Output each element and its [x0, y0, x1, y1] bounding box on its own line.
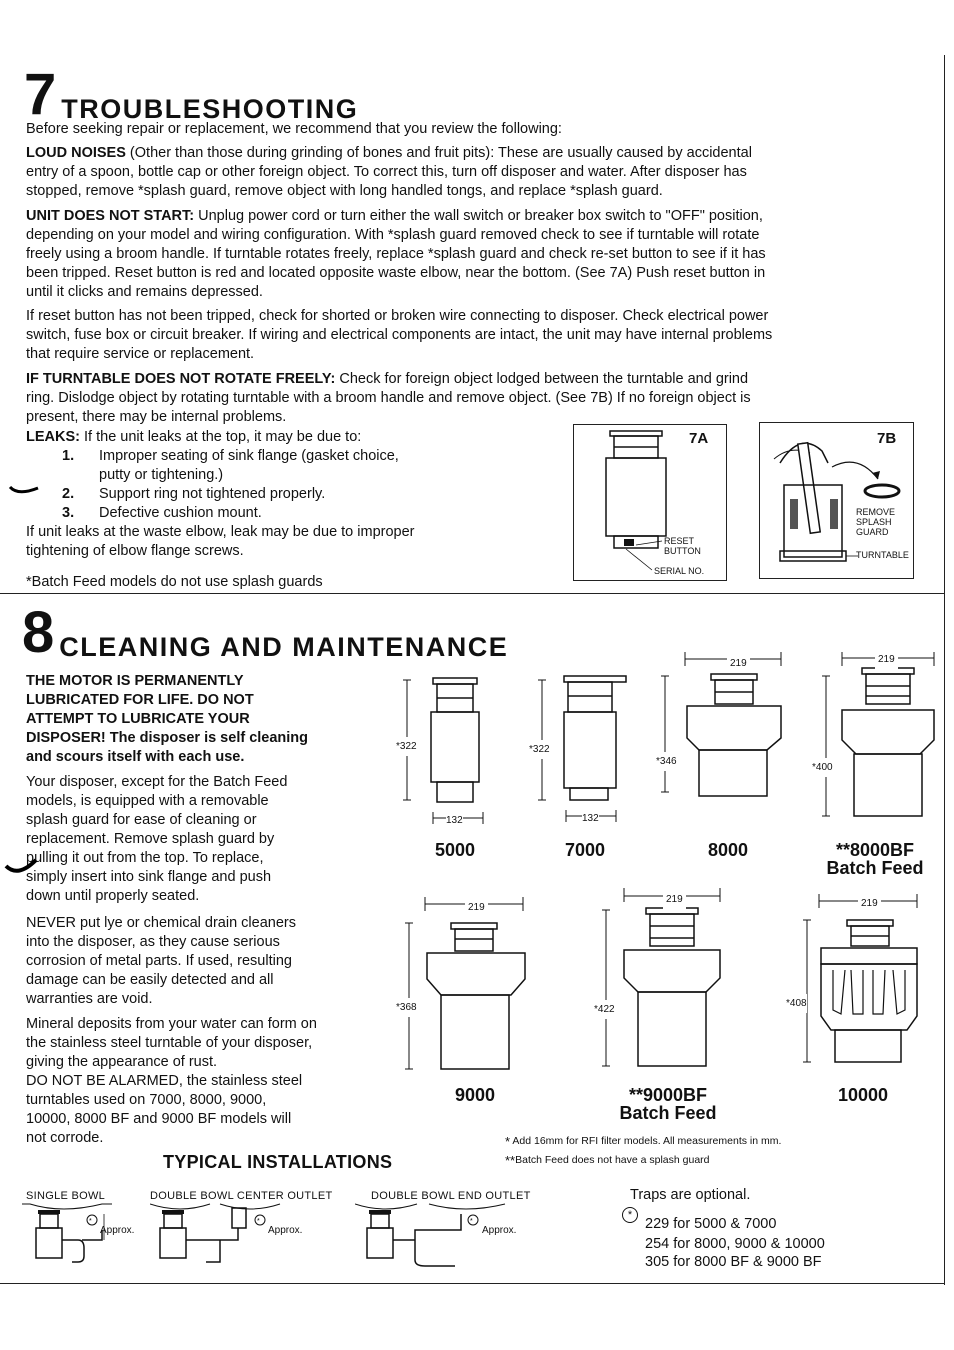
text-line: the stainless steel turntable of your disposer, [26, 1035, 313, 1051]
text-line: warranties are void. [26, 991, 153, 1007]
single-bowl-diagram [22, 1200, 142, 1280]
loud-noises-paragraph [26, 144, 926, 201]
elbow-paragraph [26, 523, 566, 561]
text-line: and scours itself with each use. [26, 749, 245, 765]
text-line: THE MOTOR IS PERMANENTLY [26, 673, 244, 689]
text-line: not corrode. [26, 1130, 104, 1146]
serial-label: SERIAL NO. [654, 566, 705, 576]
model-subname: Batch Feed [619, 1103, 717, 1123]
leaks-paragraph [26, 428, 566, 447]
model-subname: Batch Feed [826, 858, 924, 878]
text-line: corrosion of metal parts. If used, resulting [26, 953, 292, 969]
trap-size-line: 254 for 8000, 9000 & 10000 [645, 1236, 825, 1252]
turntable-label: TURNTABLE [856, 550, 909, 560]
splash-label: SPLASH [856, 517, 892, 527]
section-number: 7 [24, 62, 58, 127]
width-dimension: 219 [663, 890, 686, 909]
width-dimension: 219 [727, 654, 750, 673]
reset-label: RESET [664, 536, 695, 546]
footnote-mark: ** [505, 1153, 516, 1168]
reset-paragraph [26, 307, 926, 364]
leaks-heading: LEAKS: [26, 429, 80, 445]
text-line: (Other than those during grinding of bones and fruit pits): These are usually caused by accidental [125, 145, 752, 161]
text-line: until it clicks and remains depressed. [26, 284, 263, 300]
text-line: ATTEMPT TO LUBRICATE YOUR [26, 711, 250, 727]
section-number: 8 [22, 600, 56, 665]
model-9000bf-diagram [592, 884, 732, 1074]
trap-size-line: 305 for 8000 BF & 9000 BF [645, 1254, 822, 1270]
text-line: models, is equipped with a removable [26, 793, 269, 809]
list-item: Improper seating of sink flange (gasket choice, [99, 448, 399, 464]
text-line: Your disposer, except for the Batch Feed [26, 774, 288, 790]
traps-title: Traps are optional. [630, 1187, 751, 1203]
height-dimension: *346 [656, 752, 677, 771]
splash-guard-paragraph [26, 773, 366, 906]
text-line: Unplug power cord or turn either the wall switch or breaker box switch to "OFF" position, [194, 208, 763, 224]
width-dimension: 219 [858, 894, 881, 913]
intro-text: Before seeking repair or replacement, we recommend that you review the following: [26, 121, 562, 137]
text-line: pulling it out from the top. To replace, [26, 850, 264, 866]
text-line: present, there may be internal problems. [26, 409, 287, 425]
button-label: BUTTON [664, 546, 701, 556]
text-line: Check for foreign object lodged between the turntable and grind [335, 371, 749, 387]
height-dimension: *322 [529, 740, 550, 759]
section-title: TROUBLESHOOTING [61, 94, 359, 124]
turntable-heading: IF TURNTABLE DOES NOT ROTATE FREELY: [26, 371, 336, 387]
check-mark-icon [8, 484, 42, 498]
text-line: LUBRICATED FOR LIFE. DO NOT [26, 692, 254, 708]
motor-notice [26, 672, 366, 767]
approx-label: Approx. [268, 1225, 303, 1236]
svg-text:*: * [470, 1218, 473, 1225]
trap-size-line: 229 for 5000 & 7000 [645, 1216, 777, 1232]
model-name: 7000 [564, 840, 606, 860]
model-8000bf-diagram [810, 648, 940, 828]
height-dimension: *400 [812, 758, 833, 777]
width-dimension: 219 [875, 650, 898, 669]
text-line: depending on your model and wiring configuration. With *splash guard removed check to see if turntable will rotate [26, 227, 760, 243]
section-title: CLEANING AND MAINTENANCE [59, 632, 509, 662]
guard-label: GUARD [856, 527, 889, 537]
width-dimension: 219 [465, 898, 488, 917]
model-8000-diagram [655, 648, 795, 828]
text-line: replacement. Remove splash guard by [26, 831, 275, 847]
install-label: SINGLE BOWL [26, 1190, 106, 1202]
text-line: ring. Dislodge object by rotating turntable with a broom handle and remove object. (See 7B) If no foreign object is [26, 390, 751, 406]
check-mark-icon [4, 858, 38, 880]
text-line: stopped, remove *splash guard, remove object with long handled tongs, and replace *splash guard. [26, 183, 663, 199]
approx-label: Approx. [100, 1225, 135, 1236]
text-line: entry of a spoon, bottle cap or other foreign object. To correct this, turn off disposer and water. After disposer has [26, 164, 747, 180]
model-10000-diagram [785, 890, 935, 1080]
figure-label: 7A [689, 430, 709, 447]
list-number: 3. [62, 505, 75, 521]
batch-feed-note [505, 1151, 710, 1170]
remove-label: REMOVE [856, 507, 896, 517]
height-dimension: *368 [396, 998, 417, 1017]
text-line: that require service or replacement. [26, 346, 255, 362]
model-name: **8000BF [835, 840, 915, 860]
footnote-mark: * [505, 1134, 511, 1149]
text-line: switch, fuse box or circuit breaker. If wiring and electrical components are intact, the unit may have internal problems [26, 327, 773, 343]
text-line: damage can be easily detected and all [26, 972, 274, 988]
bottom-border [0, 1283, 945, 1284]
text-line: into the disposer, as they cause serious [26, 934, 280, 950]
asterisk-circle-icon: * [622, 1207, 638, 1223]
turntable-paragraph [26, 370, 926, 427]
text-line: 10000, 8000 BF and 9000 BF models will [26, 1111, 292, 1127]
figure-7b [759, 422, 914, 579]
unit-not-start-paragraph [26, 207, 926, 302]
text-line: freely using a broom handle. If turntable rotates freely, replace *splash guard and check re-set button to see if it has [26, 246, 766, 262]
mineral-deposits-paragraph [26, 1015, 366, 1148]
text-line: If reset button has not been tripped, check for shorted or broken wire connecting to disposer. Check electrical power [26, 308, 769, 324]
width-dimension: 132 [446, 811, 463, 830]
text-line: been tripped. Reset button is red and located opposite waste elbow, near the bottom. (See 7A) Push reset button in [26, 265, 766, 281]
list-item: putty or tightening.) [99, 467, 224, 483]
text-line: If the unit leaks at the top, it may be due to: [79, 429, 362, 445]
approx-label: Approx. [482, 1225, 517, 1236]
height-dimension: *322 [396, 737, 417, 756]
width-dimension: 132 [582, 809, 599, 828]
right-border [944, 55, 945, 1285]
note-text: Batch Feed does not have a splash guard [515, 1154, 710, 1166]
typical-installations-heading: TYPICAL INSTALLATIONS [163, 1152, 393, 1172]
model-name: 8000 [707, 840, 749, 860]
chemical-warning-paragraph [26, 914, 366, 1009]
text-line: tightening of elbow flange screws. [26, 543, 244, 559]
measurement-note [505, 1132, 781, 1151]
height-dimension: *422 [594, 1000, 615, 1019]
text-line: down until properly seated. [26, 888, 200, 904]
install-label: DOUBLE BOWL CENTER OUTLET [150, 1190, 333, 1202]
text-line: DISPOSER! The disposer is self cleaning [26, 730, 309, 746]
model-name: 10000 [837, 1085, 889, 1105]
list-item: Defective cushion mount. [99, 505, 262, 521]
text-line: Mineral deposits from your water can form on [26, 1016, 317, 1032]
text-line: simply insert into sink flange and push [26, 869, 272, 885]
figure-label: 7B [877, 430, 897, 447]
model-9000-diagram [395, 893, 545, 1078]
note-text: Add 16mm for RFI filter models. All measurements in mm. [512, 1135, 782, 1147]
svg-text:*: * [89, 1218, 92, 1225]
disposer-reset-diagram [574, 425, 728, 582]
model-name: **9000BF [628, 1085, 708, 1105]
text-line: giving the appearance of rust. [26, 1054, 218, 1070]
double-bowl-center-diagram [150, 1200, 330, 1280]
list-item: Support ring not tightened properly. [99, 486, 326, 502]
height-dimension: *408 [786, 994, 807, 1013]
section-8-heading [22, 600, 509, 665]
text-line: DO NOT BE ALARMED, the stainless steel [26, 1073, 303, 1089]
not-start-heading: UNIT DOES NOT START: [26, 208, 195, 224]
leaks-list [26, 447, 566, 523]
figure-7a [573, 424, 727, 581]
text-line: NEVER put lye or chemical drain cleaners [26, 915, 296, 931]
list-number: 2. [62, 486, 75, 502]
text-line: splash guard for ease of cleaning or [26, 812, 257, 828]
model-name: 9000 [454, 1085, 496, 1105]
batch-feed-footnote: *Batch Feed models do not use splash guards [26, 574, 323, 590]
install-label: DOUBLE BOWL END OUTLET [371, 1190, 531, 1202]
list-number: 1. [62, 448, 75, 464]
section-divider [0, 593, 945, 594]
text-line: If unit leaks at the waste elbow, leak may be due to improper [26, 524, 415, 540]
double-bowl-end-diagram [355, 1200, 535, 1280]
svg-text:*: * [257, 1218, 260, 1225]
text-line: turntables used on 7000, 8000, 9000, [26, 1092, 267, 1108]
loud-noises-heading: LOUD NOISES [26, 145, 126, 161]
section-7-heading [24, 62, 359, 127]
model-name: 5000 [434, 840, 476, 860]
